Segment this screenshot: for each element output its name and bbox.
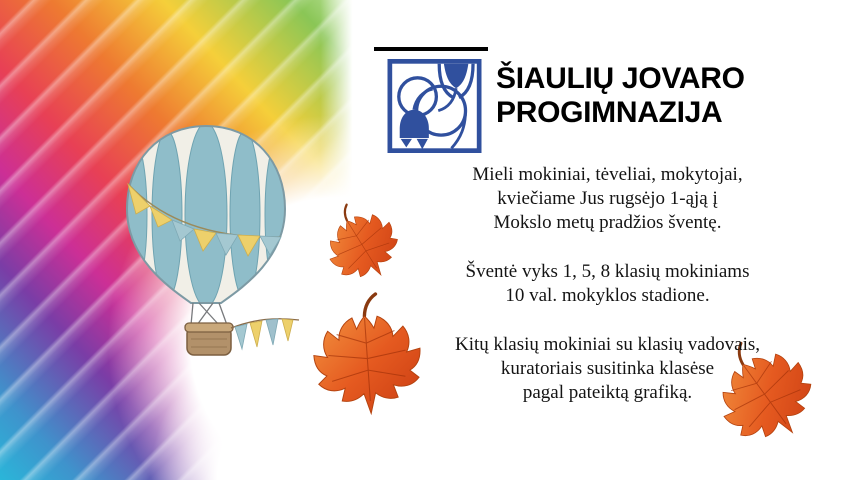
school-title <box>496 62 745 130</box>
event-details-paragraph <box>370 260 845 308</box>
invitation-line: Mokslo metų pradžios šventę. <box>493 212 722 233</box>
other-classes-line: pagal pateiktą grafiką. <box>522 382 693 403</box>
balloon-basket <box>185 323 233 355</box>
school-title-line2: PROGIMNAZIJA <box>496 96 723 129</box>
invitation-line: Mieli mokiniai, tėveliai, mokytojai, <box>472 164 743 185</box>
balloon-ropes <box>191 303 227 325</box>
other-classes-line: Kitų klasių mokiniai su klasių vadovais, <box>454 334 761 355</box>
header-rule <box>374 47 488 51</box>
other-classes-line: kuratoriais susitinka klasėse <box>500 358 715 379</box>
school-title-line1: ŠIAULIŲ JOVARO <box>496 62 745 95</box>
event-details-line: 10 val. mokyklos stadione. <box>505 285 710 306</box>
content-panel <box>360 0 853 480</box>
invitation-paragraph <box>370 163 845 235</box>
hot-air-balloon-illustration <box>123 121 305 361</box>
school-logo-icon <box>386 59 483 153</box>
basket-bunting <box>231 319 299 349</box>
invitation-line: kviečiame Jus rugsėjo 1-ąją į <box>497 188 718 209</box>
balloon-envelope <box>123 121 305 311</box>
announcement-text <box>370 163 845 430</box>
other-classes-paragraph <box>370 333 845 405</box>
event-details-line: Šventė vyks 1, 5, 8 klasių mokiniams <box>465 261 750 282</box>
